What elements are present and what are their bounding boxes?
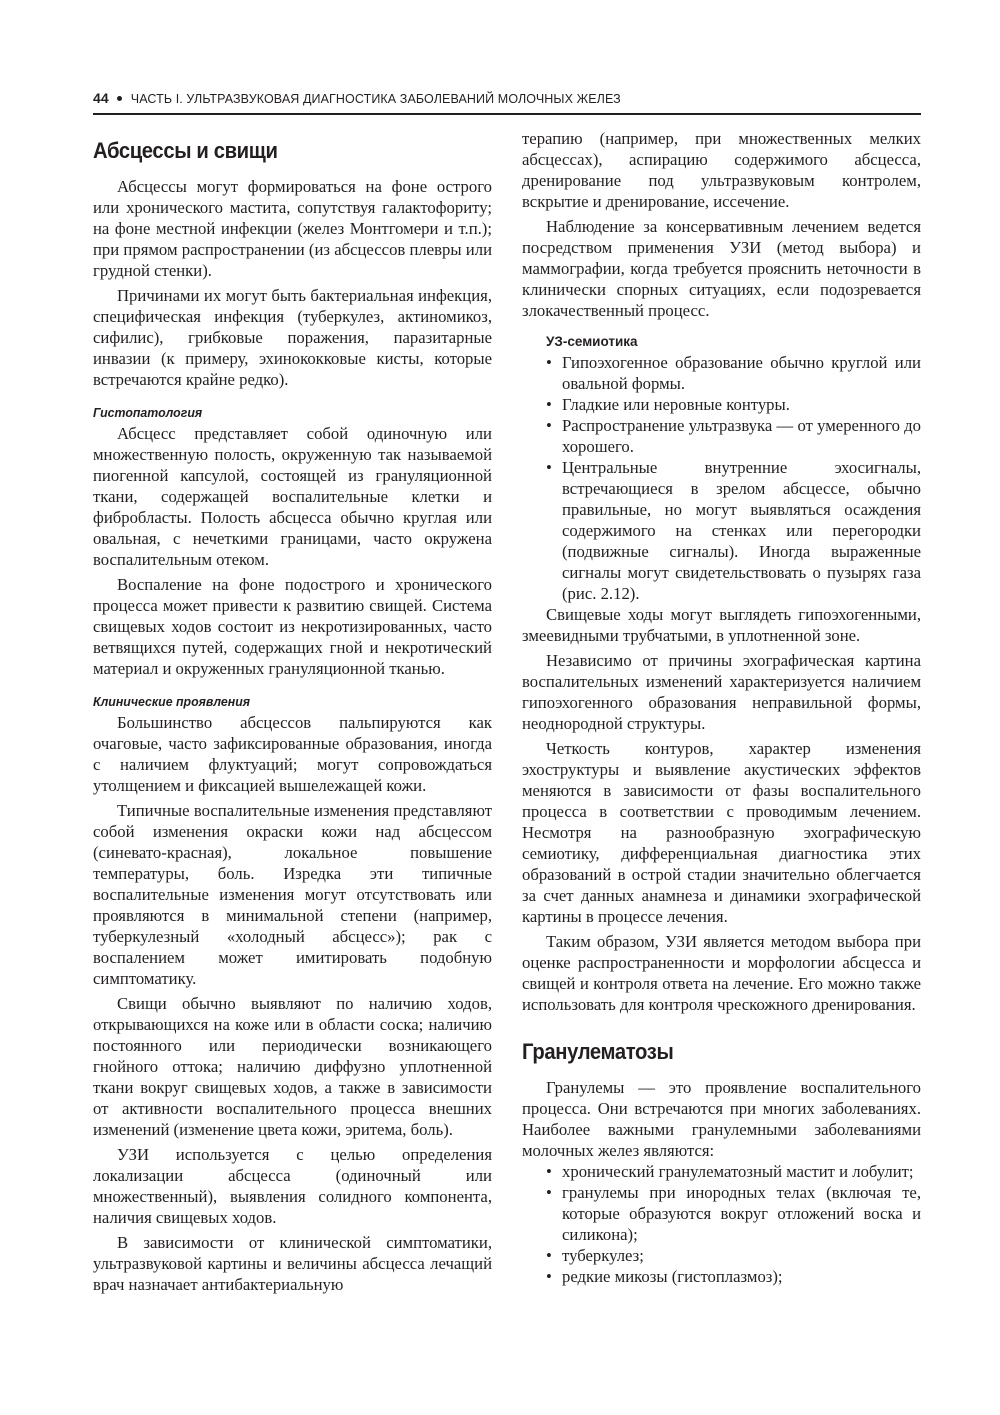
paragraph: Абсцесс представляет собой одиночную или множественную полость, окруженную так называемой пиогенной капсулой, состоящей из грануляционной ткани, содержащей воспалительные клетки и фибробласты. Полость абсцесса обычно круглая или овальная, с нечеткими границами, часто окружена воспалительным отеком. — [93, 424, 492, 569]
list-item: • хронический гранулематозный мастит и лобулит; — [546, 1162, 914, 1181]
granuloma-list — [522, 1161, 921, 1287]
paragraph: Типичные воспалительные изменения представляют собой изменения окраски кожи над абсцессом (синевато-красная), локальное повышение температуры, боль. Изредка эти типичные воспалительные изменения могут отсутствовать или проявляются в минимальной степени (например, туберкулезный «холодный абсцесс»); рак с воспалением может имитировать подобную симптоматику. — [93, 801, 492, 988]
bullet-icon: • — [546, 1246, 552, 1265]
semiotics-list — [522, 352, 921, 604]
running-title: ЧАСТЬ I. УЛЬТРАЗВУКОВАЯ ДИАГНОСТИКА ЗАБОЛЕВАНИЙ МОЛОЧНЫХ ЖЕЛЕЗ — [130, 92, 621, 106]
list-item: • Гипоэхогенное образование обычно круглой или овальной формы. — [546, 353, 921, 393]
header-rule — [93, 113, 921, 115]
bullet-icon: • — [546, 416, 552, 435]
running-header — [93, 90, 921, 106]
paragraph: Таким образом, УЗИ является методом выбора при оценке распространенности и морфологии абсцесса и свищей и контроля ответа на лечение. Его можно также использовать для контроля чрескожного дренирования. — [522, 932, 921, 1014]
paragraph: Свищи обычно выявляют по наличию ходов, открывающихся на коже или в области соска; наличию постоянного или периодически возникающего гнойного оттока; наличию диффузно уплотненной ткани вокруг свищевых ходов, а также в зависимости от активности воспалительного процесса внешних изменений (изменение цвета кожи, эритема, боль). — [93, 994, 492, 1139]
paragraph: Наблюдение за консервативным лечением ведется посредством применения УЗИ (метод выбора) и маммографии, когда требуется прояснить неточности в клинически спорных ситуациях, если подозревается злокачественный процесс. — [522, 217, 921, 320]
section-title-abscesses: Абсцессы и свищи — [93, 138, 278, 163]
subsection-title-semiotics: УЗ-семиотика — [546, 334, 638, 349]
paragraph: Большинство абсцессов пальпируются как очаговые, часто зафиксированные образования, иногда с наличием флуктуаций; могут сопровождаться утолщением и фиксацией вышележащей кожи. — [93, 713, 492, 795]
bullet-icon: • — [546, 395, 552, 414]
subsection-title-clinical: Клинические проявления — [93, 694, 251, 709]
header-bullet-icon — [117, 96, 122, 101]
paragraph-continuation: терапию (например, при множественных мелких абсцессах), аспирацию содержимого абсцесса, дренирование под ультразвуковым контролем, вскрытие и дренирование, иссечение. — [522, 129, 921, 211]
paragraph: УЗИ используется с целью определения локализации абсцесса (одиночный или множественный), выявления солидного компонента, наличия свищевых ходов. — [93, 1145, 492, 1227]
paragraph: В зависимости от клинической симптоматики, ультразвуковой картины и величины абсцесса лечащий врач назначает антибактериальную — [93, 1233, 492, 1294]
left-column — [93, 128, 492, 1295]
bullet-icon: • — [546, 458, 552, 477]
paragraph: Свищевые ходы могут выглядеть гипоэхогенными, змеевидными трубчатыми, в уплотненной зоне. — [522, 605, 921, 645]
paragraph: Воспаление на фоне подострого и хронического процесса может привести к развитию свищей. Система свищевых ходов состоит из некротизированных, часто ветвящихся путей, содержащих гной и некротический материал и окруженных грануляционной тканью. — [93, 575, 492, 678]
bullet-icon: • — [546, 353, 552, 372]
paragraph: Причинами их могут быть бактериальная инфекция, специфическая инфекция (туберкулез, актиномикоз, сифилис), грибковые поражения, паразитарные инвазии (к примеру, эхинококковые кисты, которые встречаются крайне редко). — [93, 286, 492, 389]
list-item: • редкие микозы (гистоплазмоз); — [546, 1267, 783, 1286]
bullet-icon: • — [546, 1162, 552, 1181]
paragraph: Гранулемы — это проявление воспалительного процесса. Они встречаются при многих заболеваниях. Наиболее важными гранулемными заболеваниями молочных желез являются: — [522, 1078, 921, 1160]
list-item: • туберкулез; — [546, 1246, 644, 1265]
paragraph: Абсцессы могут формироваться на фоне острого или хронического мастита, сопутствуя галактофориту; на фоне местной инфекции (желез Монтгомери и т.п.); при прямом распространении (из абсцессов плевры или грудной стенки). — [93, 177, 492, 280]
list-item: • Гладкие или неровные контуры. — [546, 395, 790, 414]
paragraph: Четкость контуров, характер изменения эхоструктуры и выявление акустических эффектов меняются в зависимости от фазы воспалительного процесса в соответствии с проводимым лечением. Несмотря на разнообразную эхографическую семиотику, дифференциальная диагностика этих образований в острой стадии значительно облегчается за счет данных анамнеза и динамики эхографической картины в процессе лечения. — [522, 739, 921, 926]
page-number: 44 — [93, 90, 109, 106]
subsection-title-histopathology: Гистопатология — [93, 405, 203, 420]
bullet-icon: • — [546, 1267, 552, 1286]
list-item: • Распространение ультразвука — от умеренного до хорошего. — [546, 416, 921, 456]
paragraph: Независимо от причины эхографическая картина воспалительных изменений характеризуется наличием гипоэхогенного образования неправильной формы, неоднородной структуры. — [522, 651, 921, 733]
list-item: • Центральные внутренние эхосигналы, встречающиеся в зрелом абсцессе, обычно правильные, но могут выявляться осаждения содержимого на стенках или перегородки (подвижные сигналы). Иногда выраженные сигналы могут свидетельствовать о пузырях газа (рис. 2.12). — [546, 458, 921, 603]
list-item: • гранулемы при инородных телах (включая те, которые образуются вокруг отложений воска и силикона); — [546, 1183, 921, 1244]
bullet-icon: • — [546, 1183, 552, 1202]
section-title-granulomatoses: Гранулематозы — [522, 1039, 674, 1064]
right-column — [522, 128, 921, 1287]
